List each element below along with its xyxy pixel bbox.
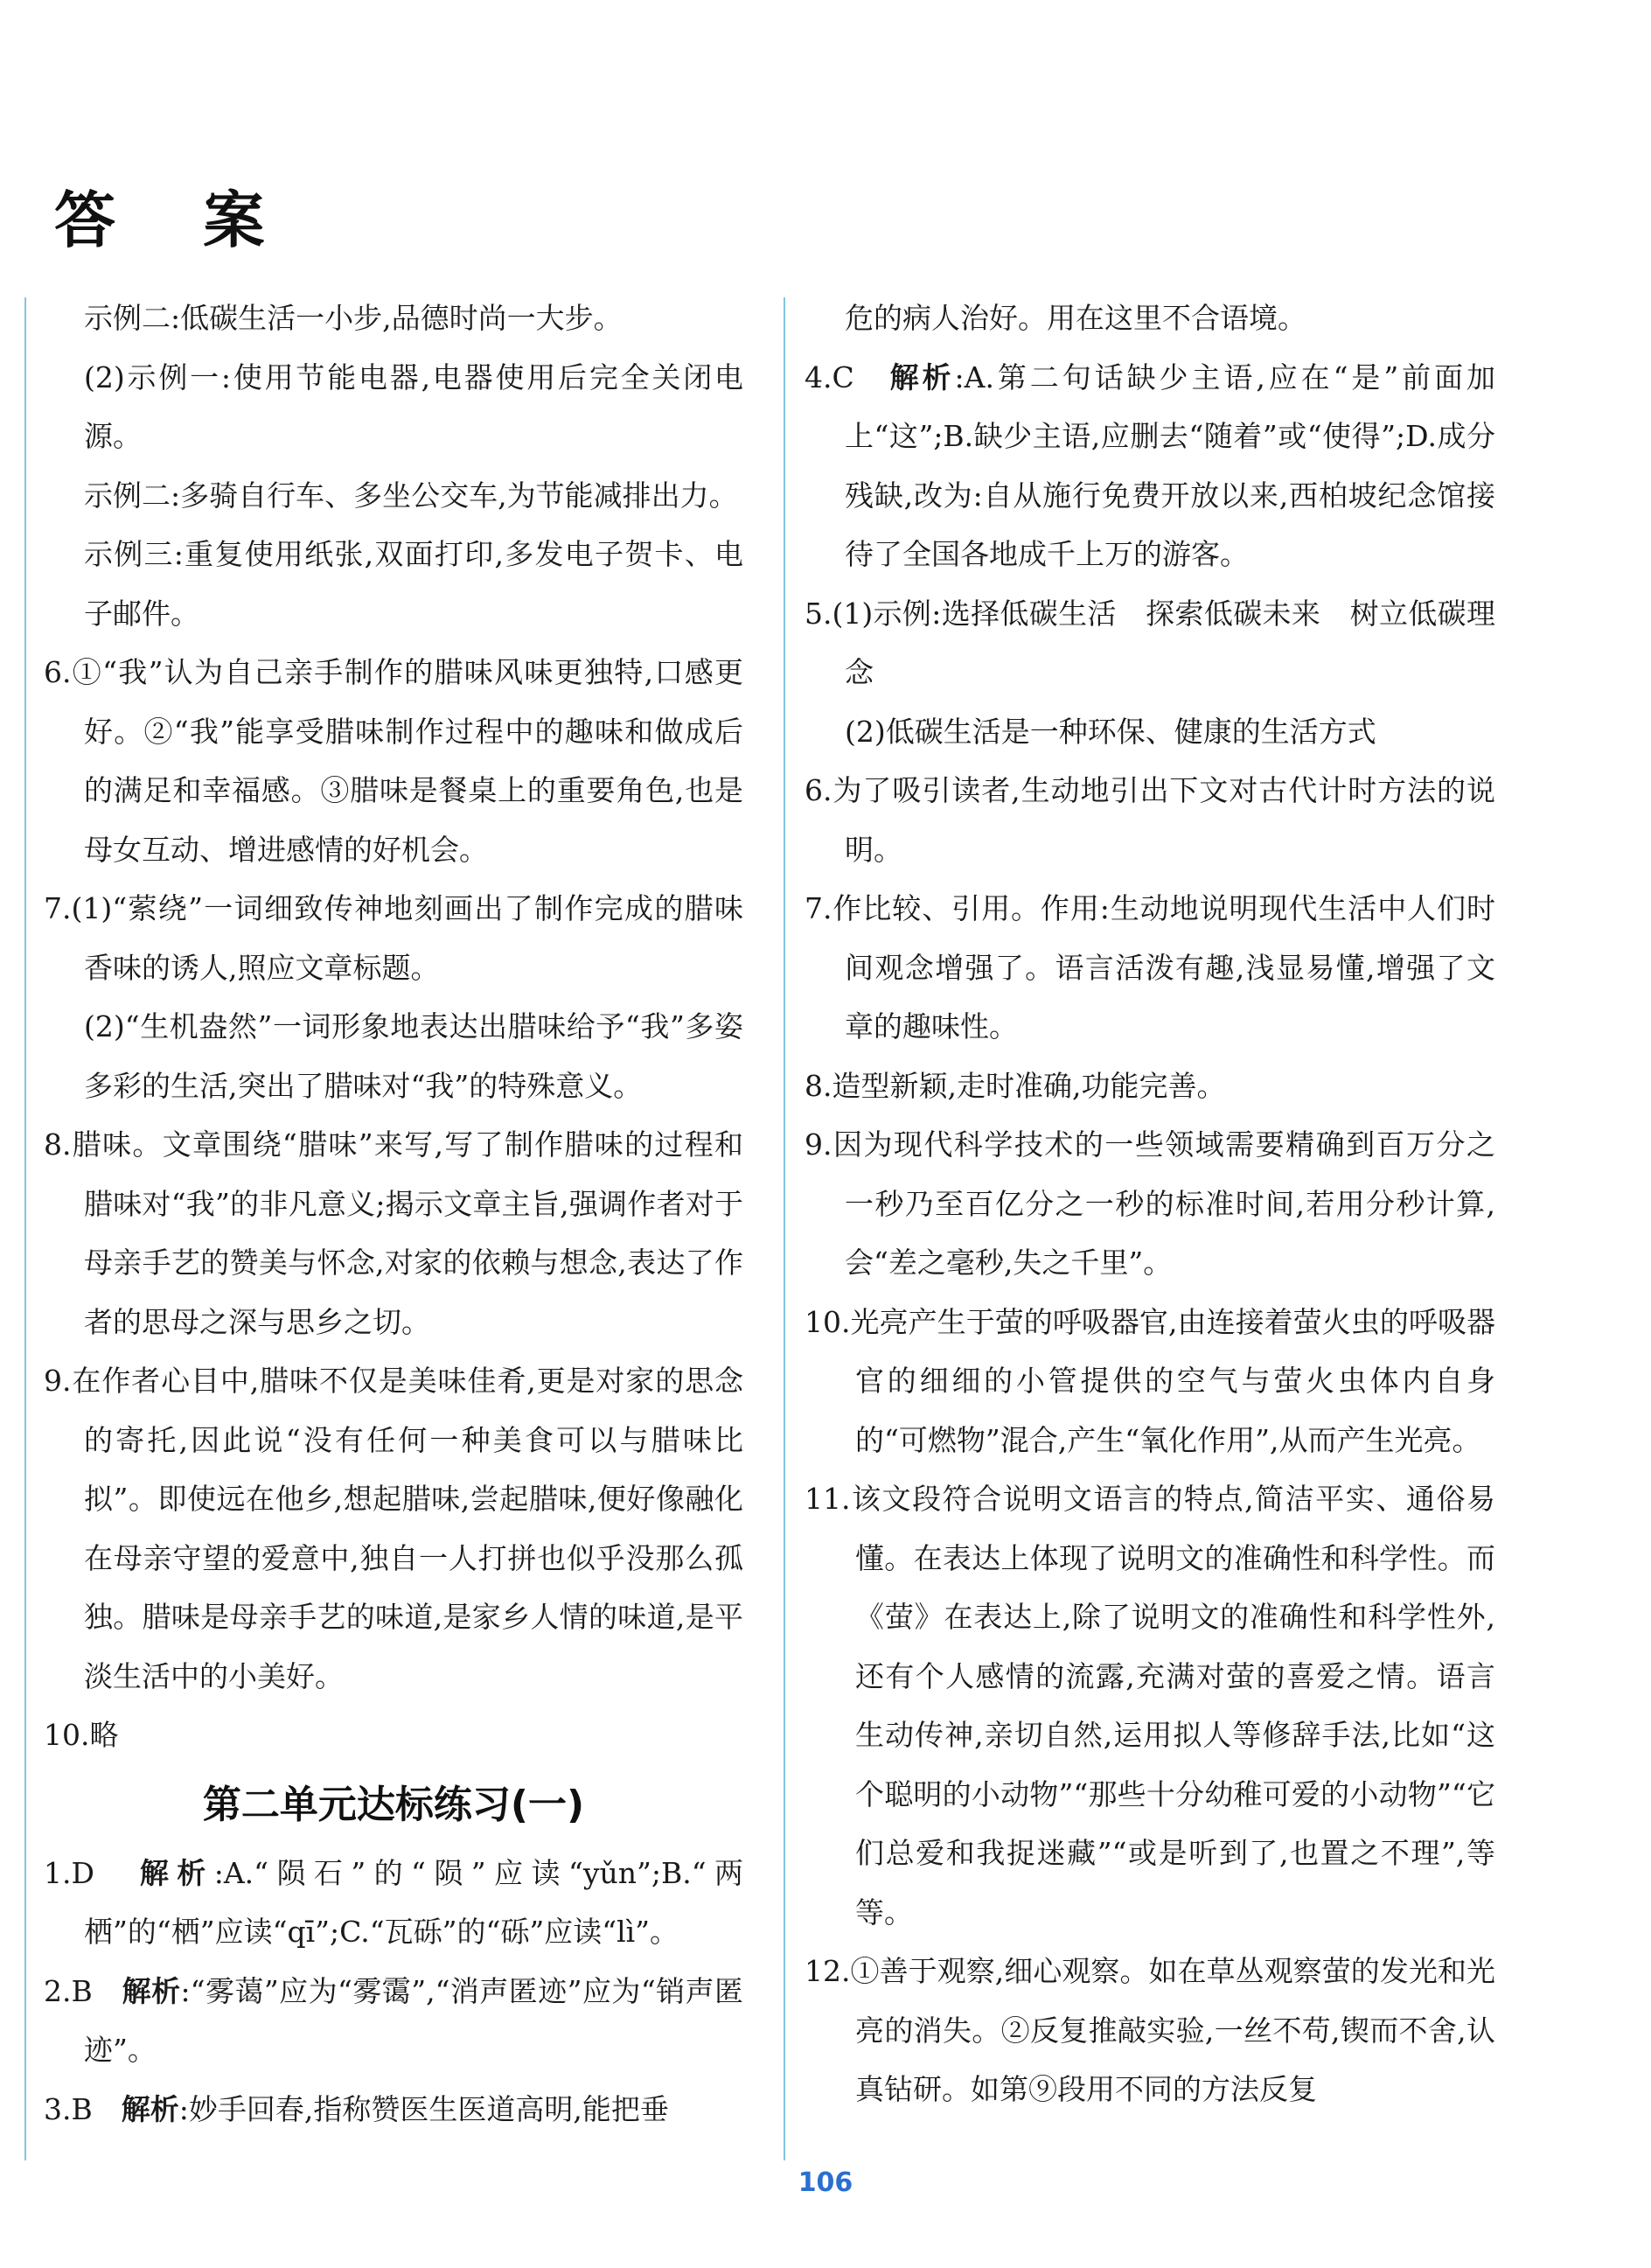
answer-text: 示例三:重复使用纸张,双面打印,多发电子贺卡、电子邮件。 xyxy=(84,537,743,631)
column-divider xyxy=(784,297,785,2160)
analysis-label: 解析 xyxy=(122,1973,181,2008)
analysis-text: :妙手回春,指称赞医生医道高明,能把垂 xyxy=(178,2091,669,2126)
item-number: 2.B xyxy=(44,1973,93,2008)
answer-text: 示例二:多骑自行车、多坐公交车,为节能减排出力。 xyxy=(84,478,738,513)
answer-item-10: 10.光亮产生于萤的呼吸器官,由连接着萤火虫的呼吸器官的细细的小管提供的空气与萤火虫体内自身的“可燃物”混合,产生“氧化作用”,从而产生光亮。 xyxy=(805,1304,1495,1457)
answer-item-6: 6.为了吸引读者,生动地引出下文对古代计时方法的说明。 xyxy=(805,773,1495,867)
answer-text: (2)“生机盎然”一词形象地表达出腊味给予“我”多姿多彩的生活,突出了腊味对“我”的特殊意义。 xyxy=(84,1009,743,1103)
answer-item-7: 7.(1)“萦绕”一词细致传神地刻画出了制作完成的腊味香味的诱人,照应文章标题。 xyxy=(44,891,743,985)
answer-item-10: 10.略 xyxy=(44,1718,119,1752)
answer-item-11: 11.该文段符合说明文语言的特点,简洁平实、通俗易懂。在表达上体现了说明文的准确性和科学性。而《萤》在表达上,除了说明文的准确性和科学性外,还有个人感情的流露,充满对萤的喜爱之情。语言生动传神,亲切自然,运用拟人等修辞手法,比如“这个聪明的小动物”“那些十分幼稚可爱的小动物”“它们总爱和我捉迷藏”“或是听到了,也置之不理”,等等。 xyxy=(805,1482,1495,1930)
analysis-label: 解析 xyxy=(889,359,955,394)
answer-item-9: 9.因为现代科学技术的一些领域需要精确到百万分之一秒乃至百亿分之一秒的标准时间,若用分秒计算,会“差之毫秒,失之千里”。 xyxy=(805,1127,1495,1280)
left-margin-rule xyxy=(24,297,26,2160)
analysis-text: :“雾蔼”应为“雾霭”,“消声匿迹”应为“销声匿迹”。 xyxy=(84,1973,744,2067)
answer-item-8: 8.造型新颖,走时准确,功能完善。 xyxy=(805,1068,1226,1103)
right-column xyxy=(805,289,1495,2119)
answer-text: 示例二:低碳生活一小步,品德时尚一大步。 xyxy=(84,301,623,335)
analysis-label: 解析 xyxy=(139,1855,214,1890)
answer-item-1 xyxy=(44,1844,743,1962)
answer-item-12: 12.①善于观察,细心观察。如在草丛观察萤的发光和光亮的消失。②反复推敲实验,一丝不苟,锲而不舍,认真钻研。如第⑨段用不同的方法反复 xyxy=(805,1954,1495,2106)
answer-item-9: 9.在作者心目中,腊味不仅是美味佳肴,更是对家的思念的寄托,因此说“没有任何一种美食可以与腊味比拟”。即使远在他乡,想起腊味,尝起腊味,便好像融化在母亲守望的爱意中,独自一人打拼也似乎没那么孤独。腊味是母亲手艺的味道,是家乡人情的味道,是平淡生活中的小美好。 xyxy=(44,1364,743,1693)
item-number: 1.D xyxy=(44,1855,94,1890)
answer-text: 危的病人治好。用在这里不合语境。 xyxy=(845,301,1306,335)
analysis-text: :A.“陨石”的“陨”应读“yǔn”;B.“两栖”的“栖”应读“qī”;C.“瓦砾”的“砾”应读“lì”。 xyxy=(84,1855,744,1949)
answer-item-3 xyxy=(44,2080,743,2139)
answer-item-7: 7.作比较、引用。作用:生动地说明现代生活中人们时间观念增强了。语言活泼有趣,浅显易懂,增强了文章的趣味性。 xyxy=(805,891,1495,1043)
answer-item-5: 5.(1)示例:选择低碳生活 探索低碳未来 树立低碳理念 xyxy=(805,596,1495,689)
analysis-text: :A.第二句话缺少主语,应在“是”前面加上“这”;B.缺少主语,应删去“随着”或“使得”;D.成分残缺,改为:自从施行免费开放以来,西柏坡纪念馆接待了全国各地成千上万的游客。 xyxy=(845,359,1496,571)
answer-text: (2)低碳生活是一种环保、健康的生活方式 xyxy=(845,714,1376,749)
page-title: 答 案 xyxy=(54,185,298,256)
answer-item-4 xyxy=(805,348,1495,584)
answer-item-2 xyxy=(44,1962,743,2080)
answer-text: (2)示例一:使用节能电器,电器使用后完全关闭电源。 xyxy=(84,359,743,453)
answer-item-6: 6.①“我”认为自己亲手制作的腊味风味更独特,口感更好。②“我”能享受腊味制作过程中的趣味和做成后的满足和幸福感。③腊味是餐桌上的重要角色,也是母女互动、增进感情的好机会。 xyxy=(44,655,743,867)
section-heading: 第二单元达标练习(一) xyxy=(202,1782,585,1827)
left-column xyxy=(44,289,743,2139)
item-number: 3.B xyxy=(44,2091,93,2126)
analysis-label: 解析 xyxy=(121,2091,179,2126)
item-number: 4.C xyxy=(805,359,854,394)
answer-item-8: 8.腊味。文章围绕“腊味”来写,写了制作腊味的过程和腊味对“我”的非凡意义;揭示文章主旨,强调作者对于母亲手艺的赞美与怀念,对家的依赖与想念,表达了作者的思母之深与思乡之切。 xyxy=(44,1127,743,1339)
page-number: 106 xyxy=(798,2167,853,2198)
